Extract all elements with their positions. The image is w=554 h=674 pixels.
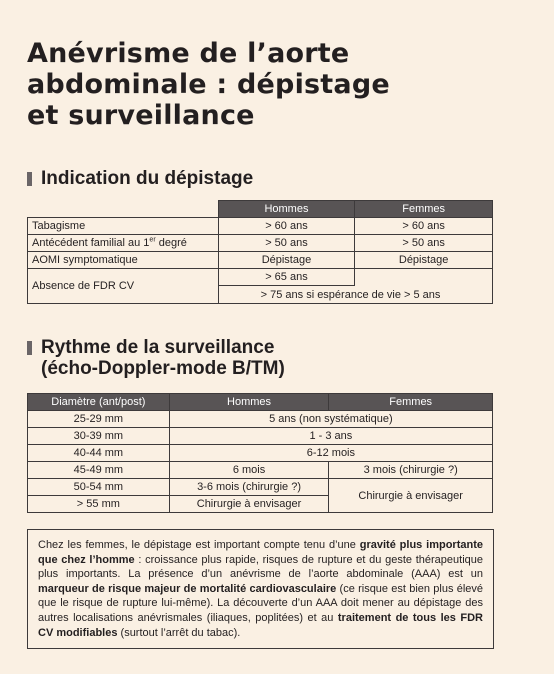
section-heading-surveillance [27,337,285,379]
note-bold: marqueur de risque majeur de mortalité cardiovasculaire [38,582,337,595]
note-box [27,529,494,649]
cell-femmes: Chirurgie à envisager [329,479,493,513]
row-label [28,235,219,252]
section-heading-text: Indication du dépistage [41,168,254,189]
table-header-blank [28,201,219,218]
note-bold: traitement de tous les FDR CV modifiables [38,611,483,639]
row-label: AOMI symptomatique [28,252,219,269]
cell-diametre: 45-49 mm [28,462,170,479]
cell-both: 1 - 3 ans [169,428,492,445]
note-text: (ce risque est bien plus élevé que le risque de rupture lui-même). La découverte d’un AAA doit mener au dépistage des autres localisations anévrismales (iliaques, poplitées) et au [38,582,483,624]
cell-hommes: 3-6 mois (chirurgie ?) [169,479,329,496]
cell-femmes: Dépistage [355,252,493,269]
cell-femmes-empty [355,269,493,286]
table-header-femmes: Femmes [355,201,493,218]
note-text: : croissance plus rapide, risques de rupture et du geste thérapeutique plus importants. La présence d’un anévrisme de l’aorte abdominale (AAA) est un [38,553,483,581]
cell-femmes: 3 mois (chirurgie ?) [329,462,493,479]
table-header-femmes: Femmes [329,394,493,411]
cell-hommes: Dépistage [218,252,355,269]
table-row [28,235,493,252]
cell-diametre: 30-39 mm [28,428,170,445]
table-row [28,269,493,286]
label-part: Antécédent familial au 1 [32,237,150,249]
row-label: Absence de FDR CV [28,269,219,304]
label-superscript: er [149,236,156,244]
cell-both: 6-12 mois [169,445,492,462]
heading-bar [27,341,32,355]
note-text: (surtout l’arrêt du tabac). [117,626,241,639]
table-header-hommes: Hommes [169,394,329,411]
cell-hommes: > 65 ans [218,269,355,286]
table-row [28,479,493,496]
cell-diametre: 25-29 mm [28,411,170,428]
section-heading-line1: Rythme de la surveillance [41,337,275,358]
table-row [28,218,493,235]
note-text: Chez les femmes, le dépistage est important compte tenu d’une [38,539,360,551]
cell-hommes: > 50 ans [218,235,355,252]
cell-femmes: > 60 ans [355,218,493,235]
surveillance-table [27,393,493,513]
cell-hommes: Chirurgie à envisager [169,496,329,513]
label-part: degré [155,237,187,249]
cell-diametre: 40-44 mm [28,445,170,462]
heading-bar [27,172,32,186]
section-heading-line2: (écho-Doppler-mode B/TM) [41,358,285,379]
table-header-hommes: Hommes [218,201,355,218]
note-bold: gravité plus importante que chez l’homme [38,539,483,566]
table-row [28,411,493,428]
row-label: Tabagisme [28,218,219,235]
cell-diametre: 50-54 mm [28,479,170,496]
section-heading-depistage [27,168,253,189]
table-row [28,445,493,462]
table-row [28,252,493,269]
table-row [28,462,493,479]
cell-hommes: > 60 ans [218,218,355,235]
cell-diametre: > 55 mm [28,496,170,513]
cell-hommes: 6 mois [169,462,329,479]
cell-femmes-span: > 75 ans si espérance de vie > 5 ans [218,286,492,304]
cell-both: 5 ans (non systématique) [169,411,492,428]
table-row [28,428,493,445]
depistage-table [27,200,493,304]
table-header-diametre: Diamètre (ant/post) [28,394,170,411]
page-title: Anévrisme de l’aorte abdominale : dépistage et surveillance [27,38,390,131]
cell-femmes: > 50 ans [355,235,493,252]
